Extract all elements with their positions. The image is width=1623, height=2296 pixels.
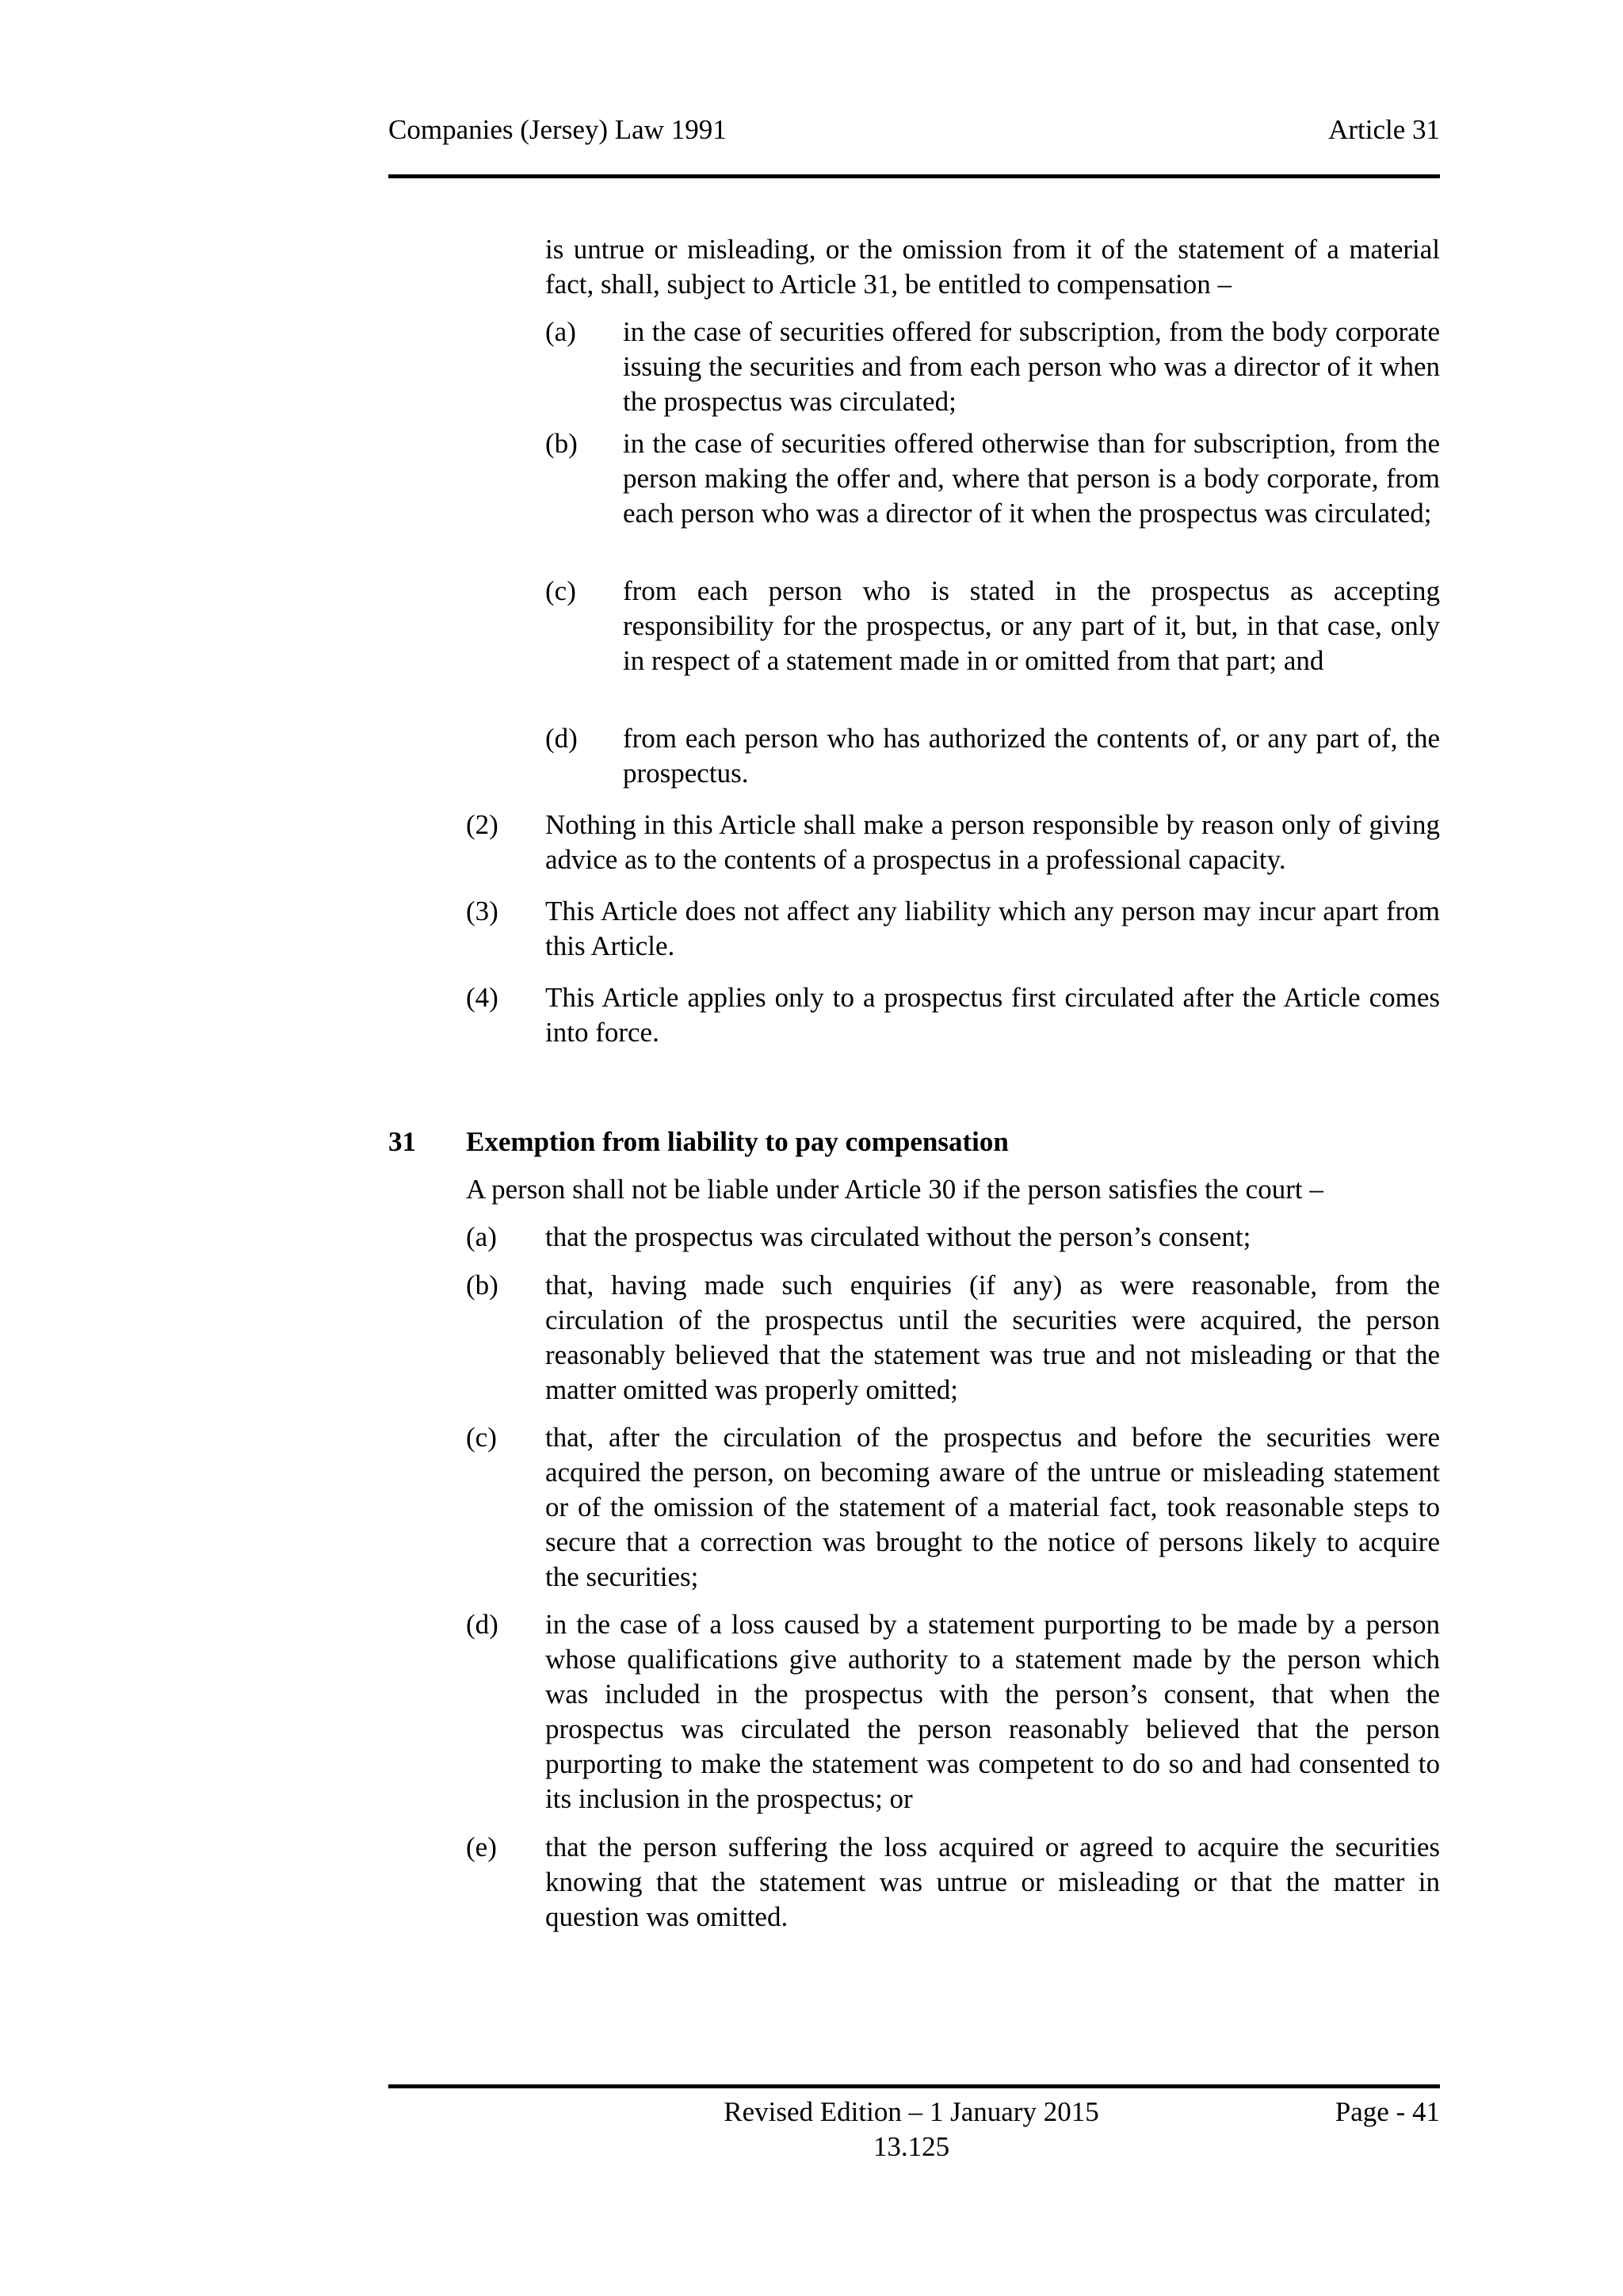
running-header-article: Article 31: [1328, 114, 1440, 145]
footer-code: 13.125: [873, 2131, 950, 2162]
footer-rule: [388, 2084, 1440, 2088]
item-text: in the case of a loss caused by a statement purporting to be made by a person whose qualifications give authority to a statement made by the person which was included in the prospectus with the person’s consent, that when the prospectus was circulated the person reasonably believed that the person purporting to make the statement was competent to do so and had consented to its inclusion in the prospectus; or: [545, 1609, 1440, 1814]
subsection-text: This Article does not affect any liability which any person may incur apart from this Article.: [545, 896, 1440, 961]
item-label: (a): [545, 316, 576, 347]
item-label: (d): [545, 723, 578, 754]
item-text: from each person who has authorized the contents of, or any part of, the prospectus.: [623, 723, 1440, 789]
item-label: (c): [466, 1422, 497, 1453]
item-text: in the case of securities offered otherwise than for subscription, from the person making the offer and, where that person is a body corporate, from each person who was a director of it when the prospectus was circulated;: [623, 428, 1440, 529]
subsection-text: Nothing in this Article shall make a person responsible by reason only of giving advice as to the contents of a prospectus in a professional capacity.: [545, 809, 1440, 875]
article-number: 31: [388, 1126, 416, 1157]
subsection-label: (3): [466, 896, 498, 926]
item-text: from each person who is stated in the prospectus as accepting responsibility for the prospectus, or any part of it, but, in that case, only in respect of a statement made in or omitted from that part; and: [623, 575, 1440, 676]
article-title: Exemption from liability to pay compensation: [466, 1126, 1009, 1157]
item-text: that, after the circulation of the prospectus and before the securities were acquired the person, on becoming aware of the untrue or misleading statement or of the omission of the statement of a material fact, took reasonable steps to secure that a correction was brought to the notice of persons likely to acquire the securities;: [545, 1422, 1440, 1592]
footer-edition-date: Revised Edition – 1 January 2015: [724, 2096, 1099, 2127]
item-label: (a): [466, 1221, 497, 1252]
item-label: (c): [545, 575, 576, 606]
subsection-text: This Article applies only to a prospectus first circulated after the Article comes into force.: [545, 982, 1440, 1048]
item-label: (b): [545, 428, 578, 459]
running-header-title: Companies (Jersey) Law 1991: [388, 114, 727, 145]
subsection-label: (4): [466, 982, 498, 1013]
footer-edition: [634, 2095, 1189, 2164]
item-text: that the person suffering the loss acquired or agreed to acquire the securities knowing that the statement was untrue or misleading or that the matter in question was omitted.: [545, 1832, 1440, 1932]
header-rule: [388, 174, 1440, 178]
item-label: (d): [466, 1609, 498, 1640]
item-text: in the case of securities offered for subscription, from the body corporate issuing the securities and from each person who was a director of it when the prospectus was circulated;: [623, 316, 1440, 417]
subsection-label: (2): [466, 809, 498, 840]
page-number: Page - 41: [1335, 2096, 1440, 2127]
continuation-paragraph: is untrue or misleading, or the omission from it of the statement of a material fact, shall, subject to Article 31, be entitled to compensation –: [545, 234, 1440, 300]
item-text: that the prospectus was circulated without the person’s consent;: [545, 1221, 1251, 1252]
item-label: (b): [466, 1270, 498, 1301]
item-label: (e): [466, 1832, 497, 1862]
article-intro: A person shall not be liable under Article 30 if the person satisfies the court –: [466, 1174, 1323, 1205]
item-text: that, having made such enquiries (if any) as were reasonable, from the circulation of the prospectus until the securities were acquired, the person reasonably believed that the statement was true and not misleading or that the matter omitted was properly omitted;: [545, 1270, 1440, 1405]
